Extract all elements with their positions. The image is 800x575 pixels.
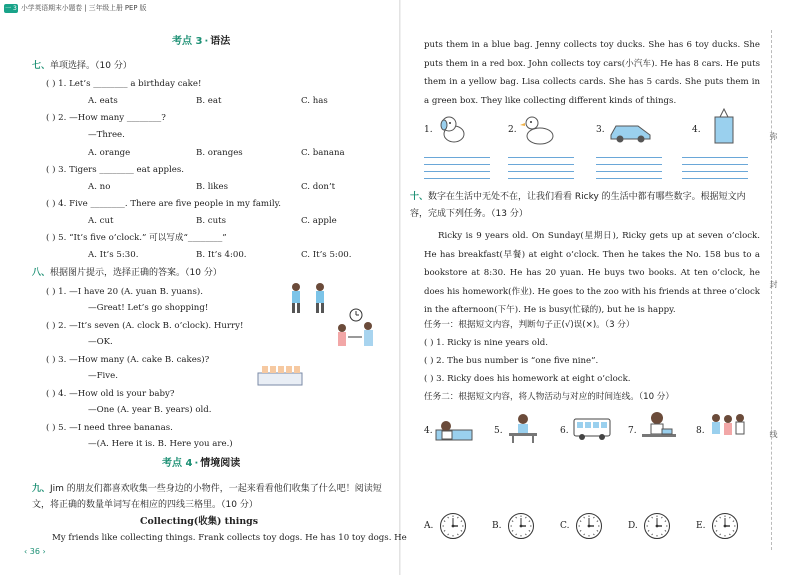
clock-C [576,513,602,539]
clock-face [713,514,737,538]
q9-pic-label-3: 3. [596,125,605,135]
section-3-title: 考点 3 · 语法 [172,36,231,47]
clock-label-C: C. [560,521,570,531]
doing-homework-icon [640,410,678,444]
margin-label-2: 封 [769,280,778,288]
book-spine [399,0,401,575]
clock-label-A: A. [424,521,434,531]
going-to-zoo-icon [708,410,748,442]
clock-B [508,513,534,539]
q8-item-1: ( ) 1. —I have 20 (A. yuan B. yuans). [46,287,203,297]
activity-label-8: 8. [696,426,705,436]
q7-item-1: ( ) 1. Let’s ________ a birthday cake! [46,79,202,89]
q8-heading: 八、根据图片提示，选择正确的答案。（10 分） [32,268,222,278]
q9-pic-label-1: 1. [424,125,433,135]
q10-heading: 十、数字在生活中无处不在，让我们看看 Ricky 的生活中都有哪些数字。根据短文内容，完成下列任务。（13 分） [410,192,746,219]
q8-item-2: ( ) 2. —It’s seven (A. clock B. o’clock). Hurry! [46,321,244,331]
q7-item-3-options: A. no B. likes C. don’t [88,182,336,192]
writing-grid-3[interactable] [596,157,662,179]
q7-item-2-answer: —Three. [88,130,125,140]
right-page [402,0,800,575]
q10-task1-item-2: ( ) 2. The bus number is “one five nine”. [424,356,599,366]
q7-item-4: ( ) 4. Five ________. There are five people in my family. [46,199,282,209]
q7-heading: 七、单项选择。（10 分） [32,61,132,71]
activity-label-5: 5. [494,426,503,436]
eating-breakfast-icon [506,412,540,444]
q9-heading: 九、Jim 的朋友们都喜欢收集一些身边的小物件，一起来看看他们收集了什么吧！阅读短文，将正确的数量单词写在相应的四线三格里。（10 分） [32,484,382,510]
activity-label-7: 7. [628,426,637,436]
q10-task2-heading: 任务二：根据短文内容，将人物活动与对应的时间连线。（10 分） [424,392,674,402]
writing-grid-4[interactable] [682,157,748,179]
clock-D [644,513,670,539]
two-girls-shopping-illustration [284,281,334,315]
clock-face [577,514,601,538]
q8-item-4: ( ) 4. —How old is your baby? [46,389,175,399]
q7-item-5-options: A. It’s 5:30. B. It’s 4:00. C. It’s 5:00. [88,250,352,260]
q8-item-3-reply: —Five. [88,371,118,381]
q8-item-2-reply: —OK. [88,337,113,347]
margin-label-1: 弥 [769,132,778,140]
cards-icon [712,108,736,146]
q10-task1-item-3: ( ) 3. Ricky does his homework at eight o’clock. [424,374,631,384]
q10-passage: Ricky is 9 years old. On Sunday(星期日), Ricky gets up at seven o’clock. He has breakfast(早餐) at eight o’clock. Then he takes the No. 158 bus to a bookstore at 8:30. He has 20 yuan. He buys two books. At ten o’clock, he does his homework(作业). He goes to the zoo with his friends at three o’clock in the afternoon(下午). He is busy(忙碌的), but he is happy. [424,231,760,316]
q8-item-1-reply: —Great! Let’s go shopping! [88,303,209,313]
q9-passage-continued: puts them in a blue bag. Jenny collects toy ducks. She has 6 toy ducks. She puts them in a red box. John collects toy cars(小汽车). He has 8 cars. He puts them in a yellow bag. Lisa collects cards. She has 5 cards. She puts them in a green box. They like collecting different kinds of things. [424,40,760,106]
activity-label-6: 6. [560,426,569,436]
clock-E [712,513,738,539]
header-text: 小学英语期末小题卷 | 三年级上册 PEP 版 [21,4,147,13]
q8-item-5-reply: —(A. Here it is. B. Here you are.) [88,439,233,449]
q9-pic-label-2: 2. [508,125,517,135]
q10-task1-item-1: ( ) 1. Ricky is nine years old. [424,338,548,348]
header-badge: 一 3 [5,5,17,12]
q8-item-4-reply: —One (A. year B. years) old. [88,405,212,415]
activity-label-4: 4. [424,426,433,436]
q9-passage-start: My friends like collecting things. Frank collects toy dogs. He has 10 toy dogs. He [52,533,407,543]
page-number: ‹ 36 › [24,547,46,556]
cakes-on-table-illustration [256,357,304,387]
getting-up-icon [434,414,474,444]
q7-item-4-options: A. cut B. cuts C. apple [88,216,337,226]
clock-and-family-illustration [334,308,380,350]
q7-item-2-options: A. orange B. oranges C. banana [88,148,345,158]
q9-pic-label-4: 4. [692,125,701,135]
q7-item-3: ( ) 3. Tigers ________ eat apples. [46,165,185,175]
page-header [4,4,146,13]
bus-icon [572,416,612,442]
q10-task1-heading: 任务一：根据短文内容，判断句子正(√)误(×)。（3 分） [424,320,635,330]
clock-label-E: E. [696,521,706,531]
toy-duck-icon [520,112,556,146]
q7-item-5: ( ) 5. “It’s five o’clock.” 可以写成“________” [46,233,227,243]
writing-grid-2[interactable] [508,157,574,179]
section-4-title: 考点 4 · 情境阅读 [162,458,241,469]
clock-face [441,514,465,538]
writing-grid-1[interactable] [424,157,490,179]
binding-dashed-line [771,30,772,550]
q8-item-3: ( ) 3. —How many (A. cake B. cakes)? [46,355,210,365]
q8-item-5: ( ) 5. —I need three bananas. [46,423,173,433]
q7-item-2: ( ) 2. —How many ________? [46,113,166,123]
clock-face [645,514,669,538]
toy-dog-icon [438,114,472,146]
q9-passage-title: Collecting(收集) things [139,516,259,527]
margin-label-3: 线 [769,430,778,438]
q7-item-1-options: A. eats B. eat C. has [88,96,328,106]
clock-label-D: D. [628,521,638,531]
clock-face [509,514,533,538]
clock-A [440,513,466,539]
toy-car-icon [608,118,652,144]
clock-label-B: B. [492,521,502,531]
